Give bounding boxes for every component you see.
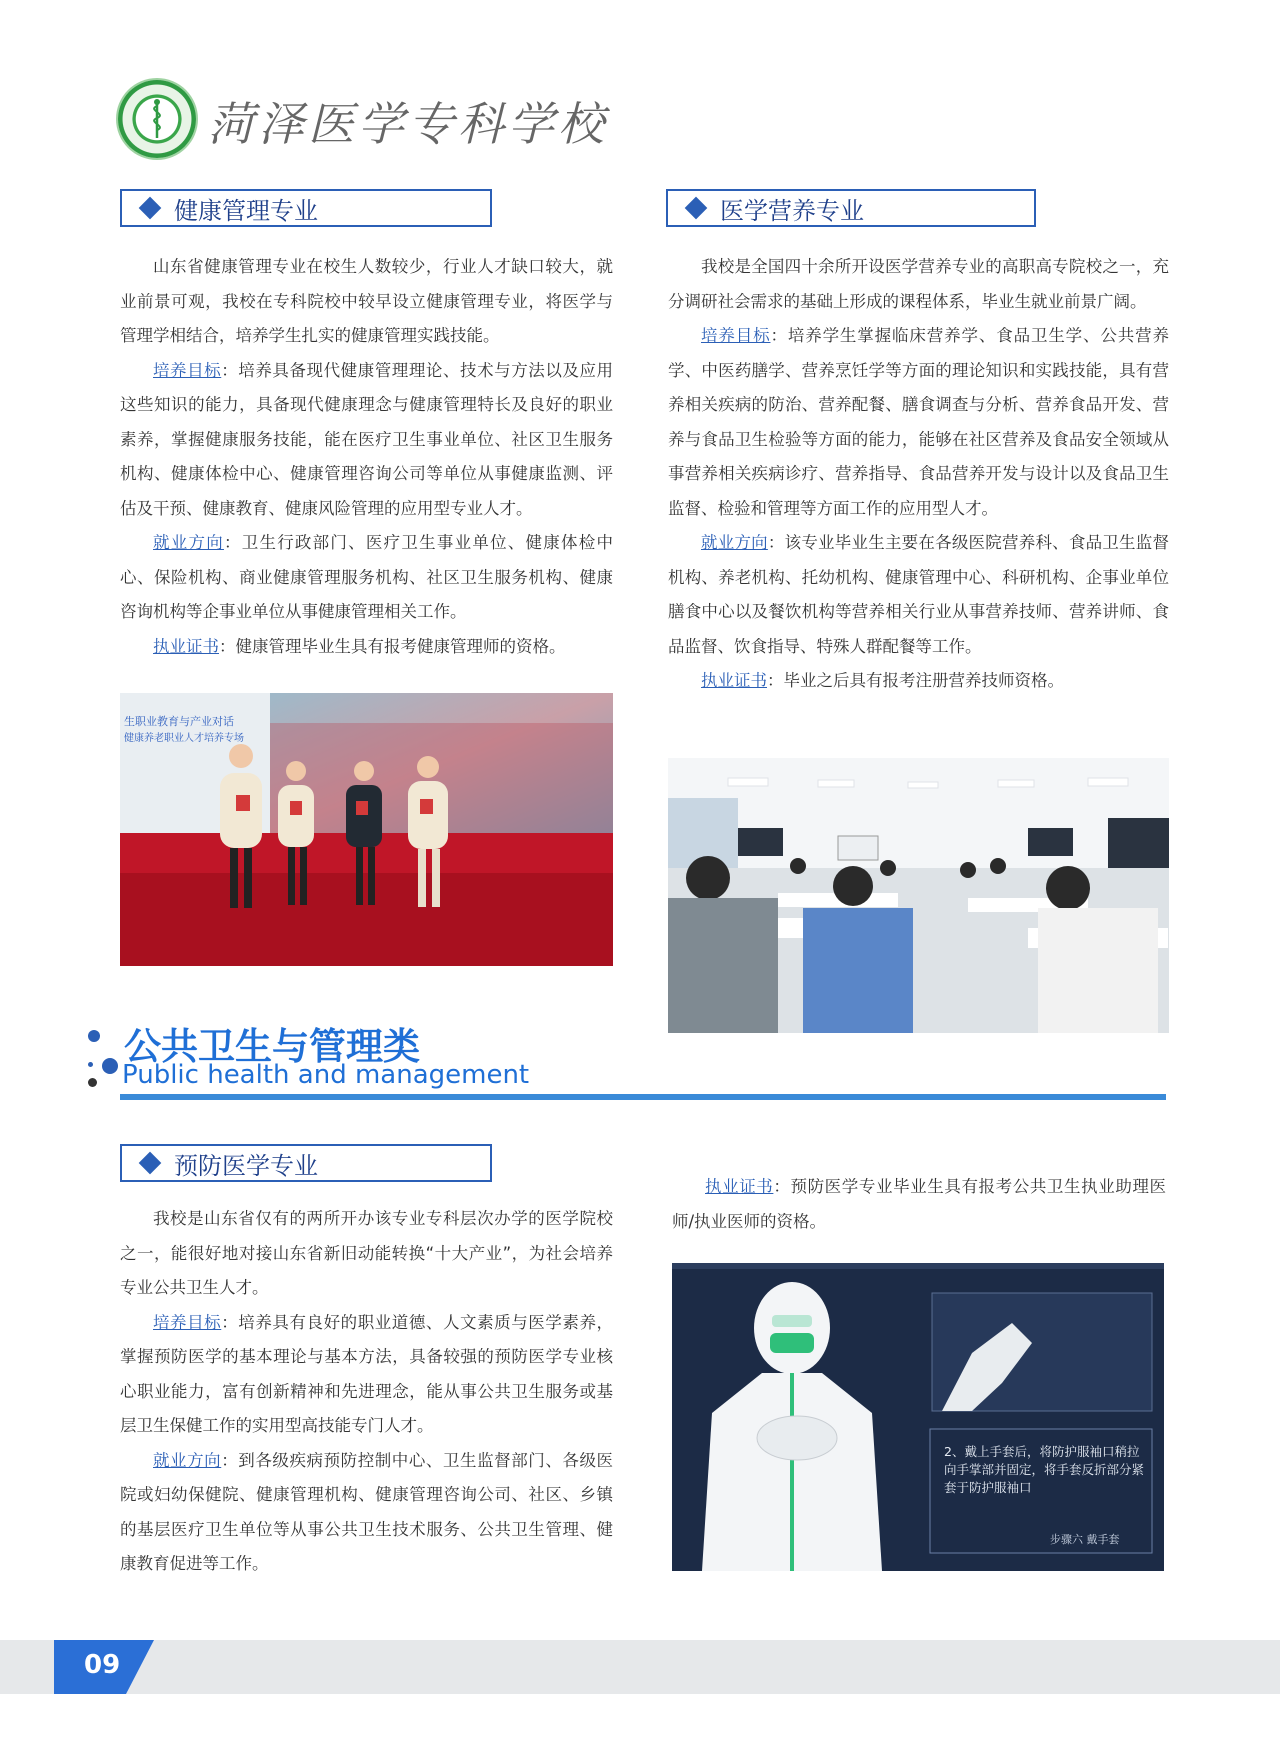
preventive-intro: 我校是山东省仅有的两所开办该专业专科层次办学的医学院校之一，能很好地对接山东省新旧动能转换“十大产业”，为社会培养专业公共卫生人才。 [120, 1209, 613, 1297]
health-mgmt-intro: 山东省健康管理专业在校生人数较少，行业人才缺口较大，就业前景可观，我校在专科院校中较早设立健康管理专业，将医学与管理学相结合，培养学生扎实的健康管理实践技能。 [120, 257, 613, 345]
cert-text: ：预防医学专业毕业生具有报考公共卫生执业助理医师/执业医师的资格。 [672, 1177, 1167, 1231]
cert-text: ：健康管理毕业生具有报考健康管理师的资格。 [219, 636, 566, 656]
award-ceremony-photo [120, 693, 613, 966]
goal-text: ：培养学生掌握临床营养学、食品卫生学、公共营养学、中医药膳学、营养烹饪学等方面的理论知识和实践技能，具有营养相关疾病的防治、营养配餐、膳食调查与分析、营养食品开发、营养与食品卫生检验等方面的能力，能够在社区营养及食品安全领域从事营养相关疾病诊疗、营养指导、食品营养开发与设计以及食品卫生监督、检验和管理等方面工作的应用型人才。 [668, 326, 1170, 518]
cert-text: ：毕业之后具有报考注册营养技师资格。 [767, 671, 1064, 690]
nutrition-intro: 我校是全国四十余所开设医学营养专业的高职高专院校之一，充分调研社会需求的基础上形成的课程体系，毕业生就业前景广阔。 [668, 257, 1169, 311]
decor-dot [88, 1078, 97, 1087]
preventive-body [120, 1202, 613, 1582]
nutrition-header [666, 189, 1036, 227]
preventive-header [120, 1144, 492, 1182]
footer-band [0, 1640, 1280, 1694]
banner-line1: 生职业教育与产业对话 [124, 715, 234, 728]
decor-dot [88, 1062, 93, 1067]
nutrition-goal [668, 319, 1169, 526]
preventive-cert [672, 1170, 1166, 1239]
health-mgmt-body [120, 250, 613, 664]
ppe-training-photo [672, 1263, 1164, 1571]
diamond-icon [685, 197, 708, 220]
employment-label[interactable]: 就业方向 [153, 1450, 222, 1470]
preventive-goal [120, 1306, 613, 1444]
employment-label[interactable]: 就业方向 [701, 533, 768, 552]
health-mgmt-employment [120, 526, 613, 630]
goal-text: ：培养具备现代健康管理理论、技术与方法以及应用这些知识的能力，具备现代健康理念与健康管理特长及良好的职业素养，掌握健康服务技能，能在医疗卫生事业单位、社区卫生服务机构、健康体检中心、健康管理咨询公司等单位从事健康监测、评估及干预、健康教育、健康风险管理的应用型专业人才。 [120, 360, 614, 518]
goal-label[interactable]: 培养目标 [153, 1312, 222, 1332]
ppe-step: 步骤六 戴手套 [1050, 1533, 1120, 1546]
cert-label[interactable]: 执业证书 [153, 636, 219, 656]
cert-label[interactable]: 执业证书 [705, 1177, 774, 1196]
employment-label[interactable]: 就业方向 [153, 533, 224, 552]
goal-label[interactable]: 培养目标 [701, 326, 771, 345]
employment-text: ：到各级疾病预防控制中心、卫生监督部门、各级医院或妇幼保健院、健康管理机构、健康管理咨询公司、社区、乡镇的基层医疗卫生单位等从事公共卫生技术服务、公共卫生管理、健康教育促进等工作。 [120, 1450, 614, 1573]
preventive-title: 预防医学专业 [174, 1151, 318, 1180]
school-name: 菏泽医学专科学校 [208, 97, 608, 151]
cert-label[interactable]: 执业证书 [701, 671, 767, 690]
employment-text: ：该专业毕业生主要在各级医院营养科、食品卫生监督机构、养老机构、托幼机构、健康管理中心、科研机构、企事业单位膳食中心以及餐饮机构等营养相关行业从事营养技师、营养讲师、食品监督、饮食指导、特殊人群配餐等工作。 [668, 533, 1170, 656]
classroom-photo [668, 758, 1169, 1033]
category-subtitle: Public health and management [122, 1060, 530, 1090]
banner-line2: 健康养老职业人才培养专场 [124, 733, 244, 744]
decor-dot [88, 1030, 100, 1042]
caduceus-icon [144, 98, 170, 140]
goal-label[interactable]: 培养目标 [153, 360, 222, 380]
health-mgmt-header [120, 189, 492, 227]
nutrition-title: 医学营养专业 [720, 196, 864, 225]
diamond-icon [139, 197, 162, 220]
health-mgmt-title: 健康管理专业 [174, 196, 318, 225]
school-logo [118, 80, 196, 158]
page-number: 09 [84, 1650, 121, 1680]
health-mgmt-goal [120, 354, 613, 527]
preventive-cert-block [672, 1170, 1166, 1239]
category-title: 公共卫生与管理类 [124, 1025, 420, 1068]
decor-dot [102, 1058, 118, 1074]
section-divider [120, 1094, 1166, 1100]
nutrition-employment [668, 526, 1169, 664]
health-mgmt-cert [120, 630, 613, 665]
preventive-employment [120, 1444, 613, 1582]
ppe-caption: 2、戴上手套后，将防护服袖口稍拉向手掌部并固定，将手套反折部分紧套于防护服袖口 [944, 1444, 1145, 1495]
employment-text: ：卫生行政部门、医疗卫生事业单位、健康体检中心、保险机构、商业健康管理服务机构、社区卫生服务机构、健康咨询机构等企事业单位从事健康管理相关工作。 [120, 533, 614, 621]
nutrition-cert [668, 664, 1169, 699]
diamond-icon [139, 1152, 162, 1175]
nutrition-body [668, 250, 1169, 699]
goal-text: ：培养具有良好的职业道德、人文素质与医学素养，掌握预防医学的基本理论与基本方法，具备较强的预防医学专业核心职业能力，富有创新精神和先进理念，能从事公共卫生服务或基层卫生保健工作的实用型高技能专门人才。 [120, 1312, 614, 1435]
